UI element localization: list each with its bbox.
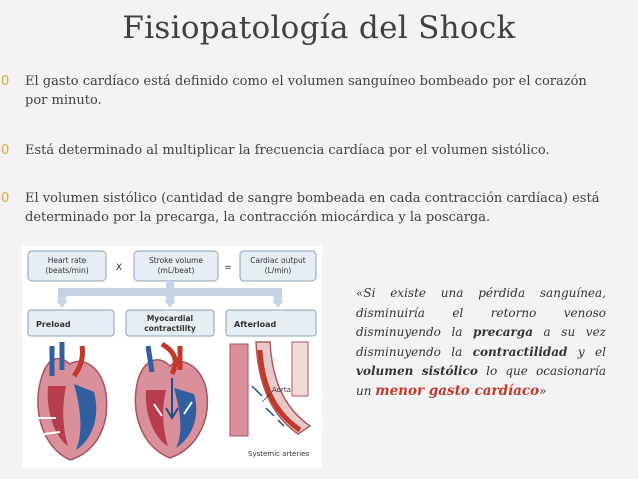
quote-part-2: a su vez disminuyendo la [356, 325, 606, 359]
heart-rate-unit: (beats/min) [45, 266, 89, 275]
heart-preload-illustration [28, 338, 114, 464]
myocardial-label: Myocardial [146, 314, 194, 323]
bullet-1 [0, 72, 612, 110]
heart-rate-label: Heart rate [47, 256, 87, 265]
quote-part-3: y el [567, 344, 606, 359]
quote-contractilidad: contractilidad [472, 344, 568, 359]
bullet-marker: 0 [1, 74, 10, 89]
stroke-volume-unit: (mL/beat) [157, 266, 195, 275]
bullet-marker: 0 [1, 191, 10, 206]
slide-title: Fisiopatología del Shock [122, 10, 516, 46]
stroke-volume-label: Stroke volume [148, 256, 204, 265]
cardiac-output-diagram [22, 246, 322, 468]
heart-contractility-illustration [126, 338, 214, 464]
bullet-text: El volumen sistólico (cantidad de sangre bombeada en cada contracción cardíaca) está determinado por la precarga, la contracción miocárdica y la poscarga. [25, 191, 600, 225]
bullet-3 [0, 189, 612, 227]
equals-sign: = [224, 263, 232, 273]
bullet-text: Está determinado al multiplicar la frecuencia cardíaca por el volumen sistólico. [25, 143, 550, 158]
afterload-illustration [226, 338, 316, 464]
cardiac-output-figure [22, 246, 322, 468]
quote-part-4: lo que ocasionaría un [356, 364, 606, 398]
aorta-label: Aorta [272, 386, 291, 394]
preload-label: Preload [36, 320, 71, 329]
quote-part-5: » [539, 383, 547, 398]
systemic-arteries-label: Systemic arteries [248, 450, 310, 458]
afterload-label: Afterload [234, 320, 277, 329]
times-sign: X [115, 263, 123, 273]
bullet-marker: 0 [1, 143, 10, 158]
quote-text [356, 284, 606, 401]
bullet-text: El gasto cardíaco está definido como el volumen sanguíneo bombeado por el corazón por minuto. [25, 74, 587, 108]
quote-menor-gasto: menor gasto cardíaco [375, 382, 540, 399]
connector-arrows [56, 282, 284, 308]
quote-volumen-sistolico: volumen sistólico [356, 364, 478, 378]
cardiac-output-label: Cardiac output [250, 256, 306, 265]
bullet-2 [0, 141, 612, 160]
cardiac-output-unit: (L/min) [264, 266, 292, 275]
quote-precarga: precarga [473, 325, 533, 339]
quote-part-1: «Si existe una pérdida sanguínea, disminuiría el retorno venoso disminuyendo la [356, 286, 606, 339]
contractility-label: contractility [144, 324, 196, 333]
